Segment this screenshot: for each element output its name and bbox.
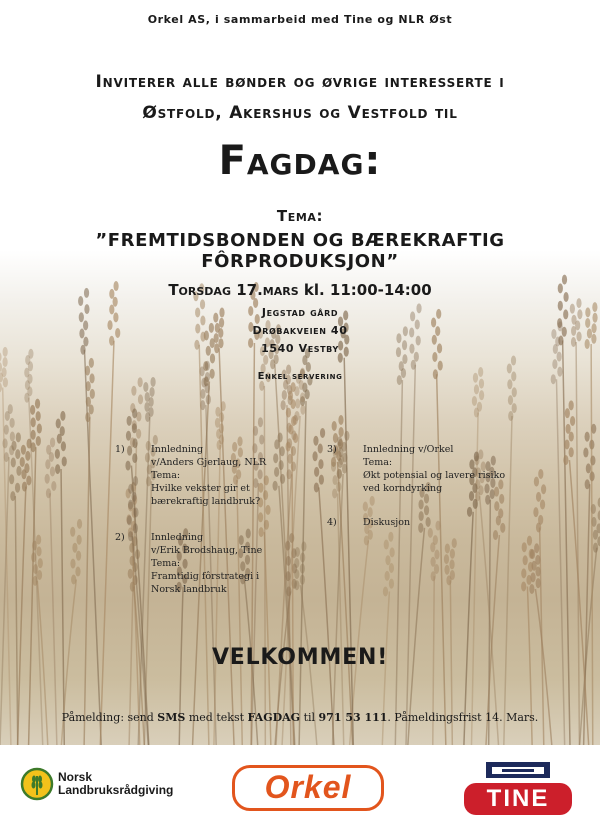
program-line: bærekraftig landbruk? xyxy=(151,496,261,507)
registration-keyword: FAGDAG xyxy=(247,711,301,724)
program-line: Innledning xyxy=(151,444,204,455)
program-line: Tema: xyxy=(151,558,181,569)
date-day: 17. xyxy=(236,281,263,299)
program-number: 2) xyxy=(115,532,125,543)
orkel-logo xyxy=(232,765,384,811)
tema-title: ”FREMTIDSBONDEN OG BÆREKRAFTIG FÔRPRODUKSJON” xyxy=(95,230,505,272)
registration-text: til xyxy=(300,711,319,724)
velkommen-heading: VELKOMMEN! xyxy=(211,645,389,670)
sponsor-logo-bar xyxy=(0,745,600,824)
invitation-text xyxy=(0,67,600,129)
program-number: 3) xyxy=(327,444,337,455)
registration-sms: SMS xyxy=(157,711,186,724)
invitation-line-1: Inviterer alle bønder og øvrige interesserte i xyxy=(95,72,505,92)
tine-logo xyxy=(458,757,578,819)
invitation-line-2: Østfold, Akershus og Vestfold til xyxy=(142,103,458,123)
program-number: 4) xyxy=(327,517,337,528)
program-line: Tema: xyxy=(363,457,393,468)
registration-deadline: . Påmeldingsfrist 14. Mars. xyxy=(387,711,539,724)
program-line: Innledning xyxy=(151,532,204,543)
tine-logo-text: TINE xyxy=(486,785,550,812)
program-line: ved korndyrking xyxy=(363,483,443,494)
orkel-logo-text: Orkel xyxy=(264,769,352,805)
event-title: Fagdag: xyxy=(218,138,382,184)
program-line: Hvilke vekster gir et xyxy=(151,483,250,494)
registration-info xyxy=(0,711,600,724)
program-line: v/Erik Brodshaug, Tine xyxy=(151,545,263,556)
venue-name: Jegstad gård xyxy=(261,306,339,319)
event-address xyxy=(0,304,600,358)
program-line: Framtidig fôrstrategi i xyxy=(151,571,260,582)
program-number: 1) xyxy=(115,444,125,455)
registration-text: med tekst xyxy=(185,711,248,724)
program-line: Økt potensial og lavere risiko xyxy=(363,470,506,481)
nlr-logo-text-1: Norsk xyxy=(58,770,93,784)
event-date xyxy=(0,281,600,299)
venue-postal: 1540 Vestby xyxy=(261,342,339,355)
date-time: kl. 11:00-14:00 xyxy=(303,281,432,299)
program-line: Diskusjon xyxy=(363,517,411,528)
program-line: v/Anders Gjerlaug, NLR xyxy=(151,457,267,468)
program-line: Norsk landbruk xyxy=(151,584,227,595)
venue-street: Drøbakveien 40 xyxy=(252,324,348,337)
tema-label: Tema: xyxy=(276,207,324,225)
nlr-wheat-seal-icon xyxy=(20,767,54,801)
nlr-logo xyxy=(20,761,196,807)
registration-phone-number: 971 53 111 xyxy=(318,711,388,724)
program-line: Innledning v/Orkel xyxy=(363,444,454,455)
servering-note: Enkel servering xyxy=(257,371,343,382)
organizer-line: Orkel AS, i sammarbeid med Tine og NLR Øst xyxy=(147,13,453,26)
nlr-logo-text-2: Landbruksrådgiving xyxy=(58,783,174,797)
program-line: Tema: xyxy=(151,470,181,481)
registration-text: Påmelding: send xyxy=(61,711,158,724)
date-weekday: Torsdag xyxy=(168,281,231,299)
date-month: mars xyxy=(262,281,299,299)
